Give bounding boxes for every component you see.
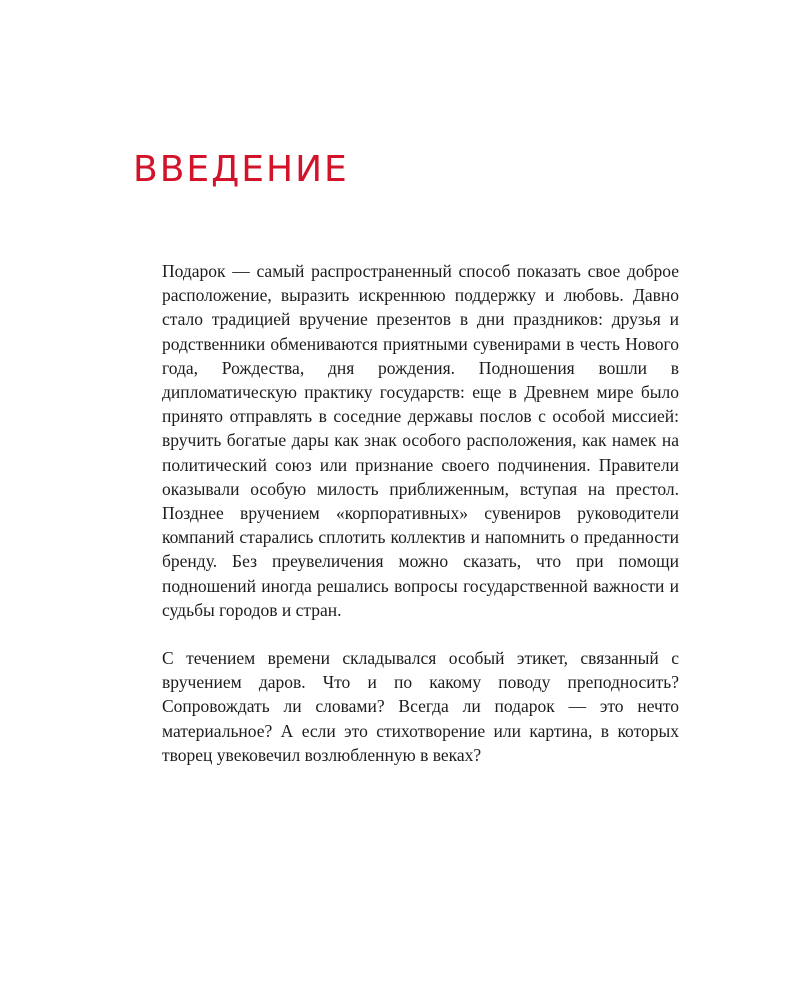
- paragraph-1: Подарок — самый распространенный способ показать свое доброе расположение, выразить искреннюю поддержку и любовь. Давно стало традицией вручение презентов в дни праздников: друзья и родственники обмениваются приятными сувенирами в честь Нового года, Рождества, дня рождения. Подношения вошли в дипломатическую практику государств: еще в Древнем мире было принято отправлять в соседние державы послов с особой миссией: вручить богатые дары как знак особого расположения, как намек на политический союз или признание своего подчинения. Правители оказывали особую милость приближенным, вступая на престол. Позднее вручением «корпоративных» сувениров руководители компаний старались сплотить коллектив и напомнить о преданности бренду. Без преувеличения можно сказать, что при помощи подношений иногда решались вопросы государственной важности и судьбы городов и стран.: [162, 261, 679, 620]
- chapter-title: ВВЕДЕНИЕ: [133, 149, 349, 190]
- body-text: [162, 259, 679, 767]
- paragraph-2: С течением времени складывался особый этикет, связанный с вручением даров. Что и по какому поводу преподносить? Сопровождать ли словами? Всегда ли подарок — это нечто материальное? А если это стихотворение или картина, в которых творец увековечил возлюбленную в веках?: [162, 648, 679, 765]
